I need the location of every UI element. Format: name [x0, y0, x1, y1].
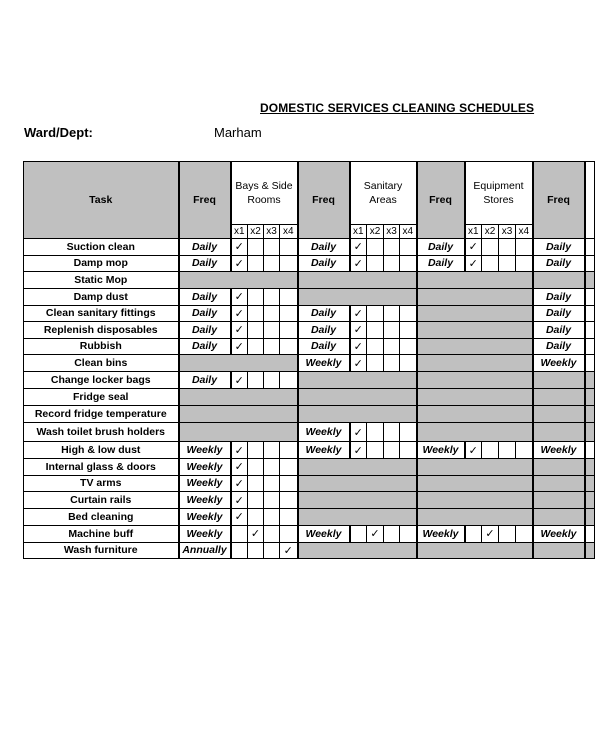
- bays-x3-cell: [264, 338, 280, 355]
- header-bays-line2: Rooms: [247, 194, 281, 206]
- sanitary-x4-cell: [400, 525, 417, 542]
- bays-x2-cell: [248, 305, 264, 322]
- task-cell: High & low dust: [24, 442, 179, 459]
- sanitary-x2-cell: [367, 322, 384, 339]
- sanitary-freq-cell: Daily: [298, 239, 350, 256]
- table-row: [24, 525, 595, 542]
- last-freq-cell: Daily: [533, 338, 585, 355]
- header-equip-x1: x1: [465, 225, 482, 239]
- bays-freq-cell: Daily: [179, 289, 231, 306]
- equipment-freq-cell: Weekly: [417, 525, 465, 542]
- sanitary-x2-cell: [367, 442, 384, 459]
- equipment-x4-cell: [516, 255, 533, 272]
- bays-x1-cell: ✓: [231, 442, 248, 459]
- sanitary-freq-cell: Daily: [298, 338, 350, 355]
- bays-x1-cell: ✓: [231, 322, 248, 339]
- bays-x1-cell: ✓: [231, 305, 248, 322]
- bays-freq-cell: Daily: [179, 372, 231, 389]
- equipment-grey-block: [417, 289, 533, 306]
- last-freq-cell: Daily: [533, 289, 585, 306]
- equipment-x2-cell: [482, 442, 499, 459]
- bays-x2-cell: [248, 492, 264, 509]
- sanitary-x4-cell: [400, 442, 417, 459]
- last-grey-block: [533, 475, 585, 492]
- bays-x3-cell: [264, 475, 280, 492]
- cut-cell: [585, 542, 595, 559]
- sanitary-x3-cell: [384, 255, 400, 272]
- bays-grey-block: [179, 355, 298, 372]
- table-row: [24, 305, 595, 322]
- sanitary-grey-block: [298, 372, 417, 389]
- cut-cell: [585, 272, 595, 289]
- equipment-x1-cell: [465, 525, 482, 542]
- equipment-grey-block: [417, 272, 533, 289]
- table-row: [24, 459, 595, 476]
- sanitary-x1-cell: ✓: [350, 305, 367, 322]
- cut-cell: [585, 406, 595, 423]
- sanitary-x2-cell: [367, 305, 384, 322]
- bays-freq-cell: Annually: [179, 542, 231, 559]
- bays-grey-block: [179, 272, 298, 289]
- equipment-grey-block: [417, 372, 533, 389]
- cut-cell: [585, 442, 595, 459]
- bays-freq-cell: Weekly: [179, 492, 231, 509]
- bays-x3-cell: [264, 459, 280, 476]
- sanitary-x1-cell: ✓: [350, 355, 367, 372]
- task-cell: Clean bins: [24, 355, 179, 372]
- bays-x3-cell: [264, 239, 280, 256]
- table-row: [24, 542, 595, 559]
- sanitary-grey-block: [298, 459, 417, 476]
- bays-freq-cell: Weekly: [179, 475, 231, 492]
- table-row: [24, 406, 595, 423]
- bays-freq-cell: Daily: [179, 239, 231, 256]
- sanitary-grey-block: [298, 492, 417, 509]
- sanitary-x3-cell: [384, 355, 400, 372]
- bays-grey-block: [179, 406, 298, 423]
- last-freq-cell: Daily: [533, 255, 585, 272]
- header-bays-x2: x2: [248, 225, 264, 239]
- sanitary-grey-block: [298, 406, 417, 423]
- sanitary-x2-cell: [367, 239, 384, 256]
- equipment-grey-block: [417, 459, 533, 476]
- sanitary-x3-cell: [384, 423, 400, 442]
- sanitary-x2-cell: [367, 338, 384, 355]
- document-title: DOMESTIC SERVICES CLEANING SCHEDULES: [260, 101, 535, 115]
- bays-x1-cell: [231, 542, 248, 559]
- bays-x1-cell: ✓: [231, 492, 248, 509]
- sanitary-x1-cell: ✓: [350, 322, 367, 339]
- cut-cell: [585, 338, 595, 355]
- bays-x1-cell: ✓: [231, 475, 248, 492]
- task-cell: Clean sanitary fittings: [24, 305, 179, 322]
- task-cell: Static Mop: [24, 272, 179, 289]
- sanitary-x4-cell: [400, 255, 417, 272]
- bays-freq-cell: Daily: [179, 255, 231, 272]
- header-equip-line2: Stores: [483, 194, 514, 206]
- sanitary-x4-cell: [400, 239, 417, 256]
- equipment-freq-cell: Weekly: [417, 442, 465, 459]
- bays-x2-cell: [248, 475, 264, 492]
- table-row: [24, 492, 595, 509]
- header-bays-line1: Bays & Side: [235, 180, 293, 192]
- task-cell: Replenish disposables: [24, 322, 179, 339]
- last-grey-block: [533, 542, 585, 559]
- equipment-grey-block: [417, 389, 533, 406]
- bays-x4-cell: ✓: [280, 542, 298, 559]
- bays-x1-cell: ✓: [231, 372, 248, 389]
- bays-x3-cell: [264, 525, 280, 542]
- header-sanitary-areas: [350, 162, 417, 225]
- equipment-grey-block: [417, 509, 533, 526]
- bays-x3-cell: [264, 542, 280, 559]
- sanitary-grey-block: [298, 509, 417, 526]
- table-row: [24, 442, 595, 459]
- bays-x4-cell: [280, 442, 298, 459]
- bays-x3-cell: [264, 509, 280, 526]
- header-freq-last: Freq: [533, 162, 585, 239]
- header-equip-x4: x4: [516, 225, 533, 239]
- task-cell: Bed cleaning: [24, 509, 179, 526]
- sanitary-x3-cell: [384, 239, 400, 256]
- bays-x4-cell: [280, 305, 298, 322]
- sanitary-x1-cell: ✓: [350, 442, 367, 459]
- header-sanitary-line2: Areas: [369, 194, 397, 206]
- bays-x4-cell: [280, 525, 298, 542]
- sanitary-x3-cell: [384, 525, 400, 542]
- header-freq-sanitary: Freq: [298, 162, 350, 239]
- task-cell: Wash toilet brush holders: [24, 423, 179, 442]
- table-row: [24, 423, 595, 442]
- last-grey-block: [533, 492, 585, 509]
- bays-x2-cell: [248, 542, 264, 559]
- equipment-x3-cell: [499, 239, 516, 256]
- bays-x1-cell: ✓: [231, 239, 248, 256]
- cut-cell: [585, 492, 595, 509]
- task-cell: Fridge seal: [24, 389, 179, 406]
- ward-label: Ward/Dept:: [24, 125, 93, 140]
- sanitary-freq-cell: Weekly: [298, 355, 350, 372]
- cut-cell: [585, 423, 595, 442]
- sanitary-freq-cell: Daily: [298, 255, 350, 272]
- last-grey-block: [533, 389, 585, 406]
- equipment-grey-block: [417, 423, 533, 442]
- equipment-x3-cell: [499, 525, 516, 542]
- equipment-freq-cell: Daily: [417, 255, 465, 272]
- equipment-freq-cell: Daily: [417, 239, 465, 256]
- equipment-x4-cell: [516, 239, 533, 256]
- sanitary-x1-cell: ✓: [350, 423, 367, 442]
- cleaning-schedule-table: [23, 161, 595, 559]
- cut-cell: [585, 459, 595, 476]
- task-cell: Damp dust: [24, 289, 179, 306]
- sanitary-x1-cell: ✓: [350, 255, 367, 272]
- task-cell: TV arms: [24, 475, 179, 492]
- bays-x3-cell: [264, 255, 280, 272]
- cut-cell: [585, 372, 595, 389]
- bays-x4-cell: [280, 372, 298, 389]
- bays-x4-cell: [280, 338, 298, 355]
- sanitary-freq-cell: Weekly: [298, 525, 350, 542]
- cut-cell: [585, 509, 595, 526]
- sanitary-x1-cell: [350, 525, 367, 542]
- sanitary-grey-block: [298, 475, 417, 492]
- header-sanitary-x4: x4: [400, 225, 417, 239]
- sanitary-freq-cell: Daily: [298, 305, 350, 322]
- sanitary-grey-block: [298, 389, 417, 406]
- task-cell: Internal glass & doors: [24, 459, 179, 476]
- bays-freq-cell: Daily: [179, 322, 231, 339]
- task-cell: Rubbish: [24, 338, 179, 355]
- task-cell: Suction clean: [24, 239, 179, 256]
- table-row: [24, 509, 595, 526]
- cut-cell: [585, 239, 595, 256]
- equipment-grey-block: [417, 322, 533, 339]
- header-equip-x3: x3: [499, 225, 516, 239]
- header-freq-equipment: Freq: [417, 162, 465, 239]
- bays-x2-cell: [248, 459, 264, 476]
- header-freq-bays: Freq: [179, 162, 231, 239]
- sanitary-freq-cell: Weekly: [298, 442, 350, 459]
- bays-x3-cell: [264, 492, 280, 509]
- task-cell: Record fridge temperature: [24, 406, 179, 423]
- bays-x2-cell: [248, 239, 264, 256]
- equipment-x3-cell: [499, 442, 516, 459]
- last-grey-block: [533, 459, 585, 476]
- table-row: [24, 239, 595, 256]
- schedule-body: [24, 239, 595, 559]
- bays-x4-cell: [280, 459, 298, 476]
- last-freq-cell: Weekly: [533, 525, 585, 542]
- sanitary-x3-cell: [384, 322, 400, 339]
- header-bays-x4: x4: [280, 225, 298, 239]
- last-freq-cell: Daily: [533, 305, 585, 322]
- table-row: [24, 338, 595, 355]
- bays-freq-cell: Daily: [179, 338, 231, 355]
- header-equip-line1: Equipment: [473, 180, 524, 192]
- ward-value: Marham: [214, 125, 262, 140]
- equipment-grey-block: [417, 542, 533, 559]
- header-equipment-stores: [465, 162, 533, 225]
- equipment-x1-cell: ✓: [465, 442, 482, 459]
- bays-grey-block: [179, 423, 298, 442]
- last-grey-block: [533, 509, 585, 526]
- equipment-grey-block: [417, 338, 533, 355]
- bays-x4-cell: [280, 322, 298, 339]
- task-cell: Damp mop: [24, 255, 179, 272]
- bays-x4-cell: [280, 492, 298, 509]
- bays-x4-cell: [280, 509, 298, 526]
- bays-x4-cell: [280, 475, 298, 492]
- bays-x2-cell: [248, 289, 264, 306]
- last-freq-cell: Weekly: [533, 442, 585, 459]
- sanitary-x4-cell: [400, 355, 417, 372]
- bays-x3-cell: [264, 372, 280, 389]
- sanitary-x3-cell: [384, 442, 400, 459]
- header-sanitary-x2: x2: [367, 225, 384, 239]
- bays-x1-cell: ✓: [231, 459, 248, 476]
- bays-x1-cell: [231, 525, 248, 542]
- cut-cell: [585, 389, 595, 406]
- bays-x2-cell: [248, 255, 264, 272]
- bays-x1-cell: ✓: [231, 289, 248, 306]
- cut-cell: [585, 475, 595, 492]
- bays-freq-cell: Weekly: [179, 509, 231, 526]
- table-row: [24, 389, 595, 406]
- equipment-x2-cell: [482, 255, 499, 272]
- bays-freq-cell: Weekly: [179, 525, 231, 542]
- last-grey-block: [533, 372, 585, 389]
- equipment-grey-block: [417, 475, 533, 492]
- header-sanitary-x3: x3: [384, 225, 400, 239]
- bays-x3-cell: [264, 289, 280, 306]
- task-cell: Machine buff: [24, 525, 179, 542]
- sanitary-x2-cell: ✓: [367, 525, 384, 542]
- task-cell: Wash furniture: [24, 542, 179, 559]
- cut-cell: [585, 355, 595, 372]
- bays-x1-cell: ✓: [231, 338, 248, 355]
- header-bays-x1: x1: [231, 225, 248, 239]
- bays-x2-cell: [248, 372, 264, 389]
- bays-x2-cell: [248, 442, 264, 459]
- sanitary-x3-cell: [384, 338, 400, 355]
- sanitary-x3-cell: [384, 305, 400, 322]
- sanitary-x1-cell: ✓: [350, 338, 367, 355]
- header-task: Task: [24, 162, 179, 239]
- bays-x4-cell: [280, 289, 298, 306]
- equipment-x3-cell: [499, 255, 516, 272]
- sanitary-x4-cell: [400, 423, 417, 442]
- header-equip-x2: x2: [482, 225, 499, 239]
- bays-freq-cell: Weekly: [179, 459, 231, 476]
- cut-cell: [585, 255, 595, 272]
- header-bays-side-rooms: [231, 162, 298, 225]
- sanitary-freq-cell: Daily: [298, 322, 350, 339]
- table-row: [24, 255, 595, 272]
- bays-x1-cell: ✓: [231, 509, 248, 526]
- equipment-x4-cell: [516, 442, 533, 459]
- table-row: [24, 272, 595, 289]
- sanitary-grey-block: [298, 272, 417, 289]
- bays-x4-cell: [280, 239, 298, 256]
- bays-x2-cell: [248, 509, 264, 526]
- equipment-x2-cell: ✓: [482, 525, 499, 542]
- cut-cell: [585, 525, 595, 542]
- last-freq-cell: Daily: [533, 322, 585, 339]
- equipment-x1-cell: ✓: [465, 239, 482, 256]
- header-bays-x3: x3: [264, 225, 280, 239]
- sanitary-x4-cell: [400, 322, 417, 339]
- last-freq-cell: Weekly: [533, 355, 585, 372]
- header-sanitary-line1: Sanitary: [363, 180, 403, 192]
- last-freq-cell: Daily: [533, 239, 585, 256]
- table-row: [24, 372, 595, 389]
- bays-freq-cell: Daily: [179, 305, 231, 322]
- cut-cell: [585, 289, 595, 306]
- cut-cell: [585, 305, 595, 322]
- bays-x2-cell: ✓: [248, 525, 264, 542]
- bays-x3-cell: [264, 442, 280, 459]
- equipment-x4-cell: [516, 525, 533, 542]
- equipment-grey-block: [417, 492, 533, 509]
- header-sanitary-x1: x1: [350, 225, 367, 239]
- bays-x2-cell: [248, 338, 264, 355]
- sanitary-x2-cell: [367, 255, 384, 272]
- sanitary-freq-cell: Weekly: [298, 423, 350, 442]
- header-cut-column: [585, 162, 595, 239]
- last-grey-block: [533, 272, 585, 289]
- sanitary-x4-cell: [400, 305, 417, 322]
- equipment-x1-cell: ✓: [465, 255, 482, 272]
- sanitary-x4-cell: [400, 338, 417, 355]
- cut-cell: [585, 322, 595, 339]
- bays-freq-cell: Weekly: [179, 442, 231, 459]
- table-row: [24, 475, 595, 492]
- equipment-grey-block: [417, 406, 533, 423]
- table-row: [24, 322, 595, 339]
- task-cell: Change locker bags: [24, 372, 179, 389]
- sanitary-x2-cell: [367, 355, 384, 372]
- sanitary-grey-block: [298, 289, 417, 306]
- bays-grey-block: [179, 389, 298, 406]
- bays-x3-cell: [264, 305, 280, 322]
- bays-x4-cell: [280, 255, 298, 272]
- bays-x2-cell: [248, 322, 264, 339]
- task-cell: Curtain rails: [24, 492, 179, 509]
- equipment-x2-cell: [482, 239, 499, 256]
- last-grey-block: [533, 423, 585, 442]
- equipment-grey-block: [417, 305, 533, 322]
- sanitary-grey-block: [298, 542, 417, 559]
- last-grey-block: [533, 406, 585, 423]
- equipment-grey-block: [417, 355, 533, 372]
- bays-x3-cell: [264, 322, 280, 339]
- bays-x1-cell: ✓: [231, 255, 248, 272]
- sanitary-x1-cell: ✓: [350, 239, 367, 256]
- table-row: [24, 355, 595, 372]
- table-row: [24, 289, 595, 306]
- sanitary-x2-cell: [367, 423, 384, 442]
